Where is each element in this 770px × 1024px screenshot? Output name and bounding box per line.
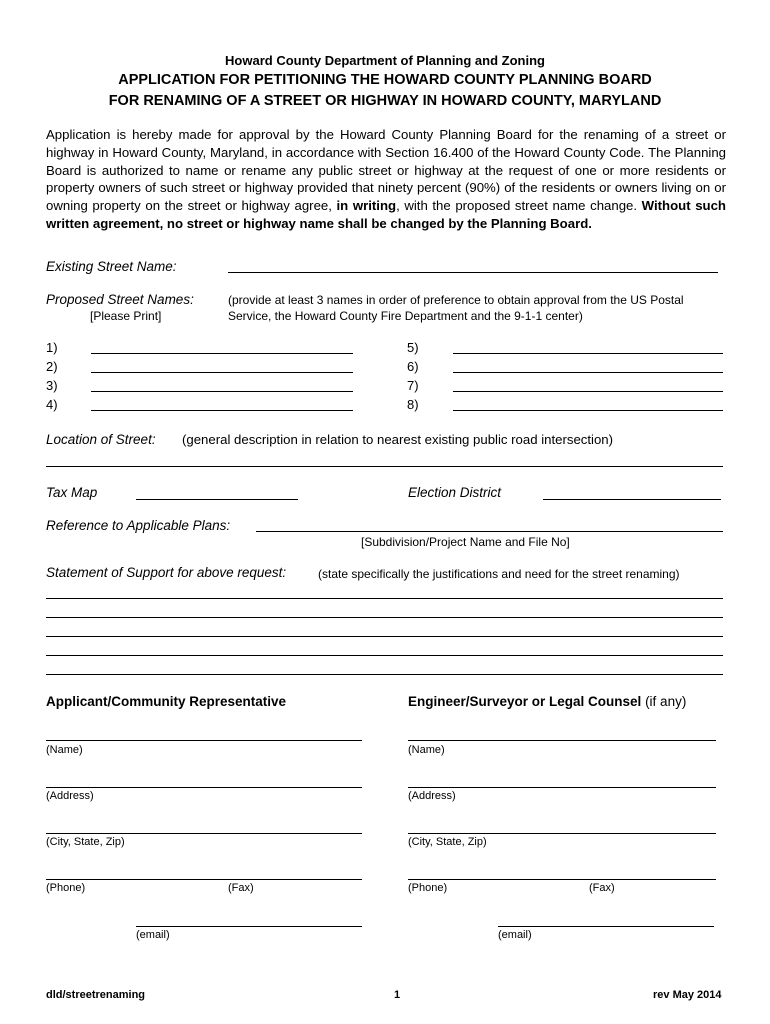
engineer-heading-text: Engineer/Surveyor or Legal Counsel (408, 694, 642, 709)
applicant-address-label: (Address) (46, 790, 94, 802)
applicant-address-field[interactable] (46, 787, 362, 788)
applicant-name-field[interactable] (46, 740, 362, 741)
statement-label: Statement of Support for above request: (46, 565, 287, 580)
engineer-heading-suffix: (if any) (641, 694, 687, 709)
footer-doc-id: dld/streetrenaming (46, 989, 146, 1001)
existing-street-field[interactable] (228, 272, 718, 273)
applicant-city-label: (City, State, Zip) (46, 836, 125, 848)
proposed-number-5: 5) (407, 340, 419, 355)
reference-field[interactable] (256, 531, 723, 532)
proposed-number-6: 6) (407, 359, 419, 374)
proposed-name-field-7[interactable] (453, 391, 723, 392)
existing-street-label: Existing Street Name: (46, 259, 177, 274)
proposed-name-field-4[interactable] (91, 410, 353, 411)
election-district-label: Election District (408, 485, 502, 500)
footer-page-number: 1 (394, 989, 401, 1001)
proposed-number-3: 3) (46, 378, 58, 393)
intro-bold-1: in writing (336, 198, 397, 214)
engineer-email-field[interactable] (498, 926, 714, 927)
proposed-number-4: 4) (46, 397, 58, 412)
applicant-email-field[interactable] (136, 926, 362, 927)
applicant-phone-label: (Phone) (46, 882, 86, 894)
reference-note: [Subdivision/Project Name and File No] (361, 535, 570, 549)
footer-revision: rev May 2014 (653, 989, 722, 1001)
department-name: Howard County Department of Planning and Zoning (225, 53, 545, 68)
proposed-name-field-5[interactable] (453, 353, 723, 354)
proposed-name-field-6[interactable] (453, 372, 723, 373)
engineer-address-label: (Address) (408, 790, 456, 802)
engineer-email-label: (email) (498, 929, 532, 941)
engineer-name-label: (Name) (408, 744, 445, 756)
location-field[interactable] (46, 466, 723, 467)
engineer-phone-label: (Phone) (408, 882, 448, 894)
proposed-number-2: 2) (46, 359, 58, 374)
election-district-field[interactable] (543, 499, 721, 500)
statement-line-3[interactable] (46, 636, 723, 637)
statement-line-1[interactable] (46, 598, 723, 599)
proposed-note-line2: Service, the Howard County Fire Department and the 9-1-1 center) (228, 309, 583, 323)
engineer-fax-label: (Fax) (589, 882, 615, 894)
proposed-name-field-3[interactable] (91, 391, 353, 392)
location-label: Location of Street: (46, 432, 156, 447)
applicant-fax-label: (Fax) (228, 882, 254, 894)
applicant-phone-fax-field[interactable] (46, 879, 362, 880)
intro-paragraph (46, 126, 726, 233)
intro-text-1: Application is hereby made for approval by the Howard County Planning Board for the renaming of a street or highway in Howard County, Maryland, in accordance with Section 16.400 of the Howard County Code. The Planning Board is authorized to name or rename any public street or highway at the request of one or more residents or property owners of such street or highway provided that ninety percent (90%) of the residents or owners living on or owning property on the street or highway agree, (46, 127, 726, 214)
engineer-address-field[interactable] (408, 787, 716, 788)
tax-map-field[interactable] (136, 499, 298, 500)
engineer-city-field[interactable] (408, 833, 716, 834)
proposed-name-field-2[interactable] (91, 372, 353, 373)
engineer-phone-fax-field[interactable] (408, 879, 716, 880)
applicant-city-field[interactable] (46, 833, 362, 834)
intro-text-2: , with the proposed street name change. (396, 198, 642, 214)
proposed-number-7: 7) (407, 378, 419, 393)
engineer-city-label: (City, State, Zip) (408, 836, 487, 848)
engineer-heading (408, 694, 686, 709)
location-note: (general description in relation to nearest existing public road intersection) (182, 432, 614, 447)
proposed-name-field-1[interactable] (91, 353, 353, 354)
proposed-note-line1: (provide at least 3 names in order of preference to obtain approval from the US Postal (228, 293, 684, 307)
statement-line-5[interactable] (46, 674, 723, 675)
applicant-heading: Applicant/Community Representative (46, 694, 287, 709)
proposed-street-label: Proposed Street Names: (46, 292, 194, 307)
proposed-number-1: 1) (46, 340, 58, 355)
statement-line-4[interactable] (46, 655, 723, 656)
applicant-email-label: (email) (136, 929, 170, 941)
statement-line-2[interactable] (46, 617, 723, 618)
intro-bold-2: Without such written agreement, no street or highway name shall be changed by the Planning Board. (46, 198, 726, 231)
proposed-number-8: 8) (407, 397, 419, 412)
form-title-line1: APPLICATION FOR PETITIONING THE HOWARD COUNTY PLANNING BOARD (118, 72, 652, 88)
applicant-name-label: (Name) (46, 744, 83, 756)
reference-label: Reference to Applicable Plans: (46, 518, 231, 533)
engineer-name-field[interactable] (408, 740, 716, 741)
tax-map-label: Tax Map (46, 485, 98, 500)
statement-note: (state specifically the justifications and need for the street renaming) (318, 567, 680, 581)
please-print-note: [Please Print] (90, 309, 162, 323)
proposed-name-field-8[interactable] (453, 410, 723, 411)
form-title-line2: FOR RENAMING OF A STREET OR HIGHWAY IN HOWARD COUNTY, MARYLAND (108, 93, 662, 109)
